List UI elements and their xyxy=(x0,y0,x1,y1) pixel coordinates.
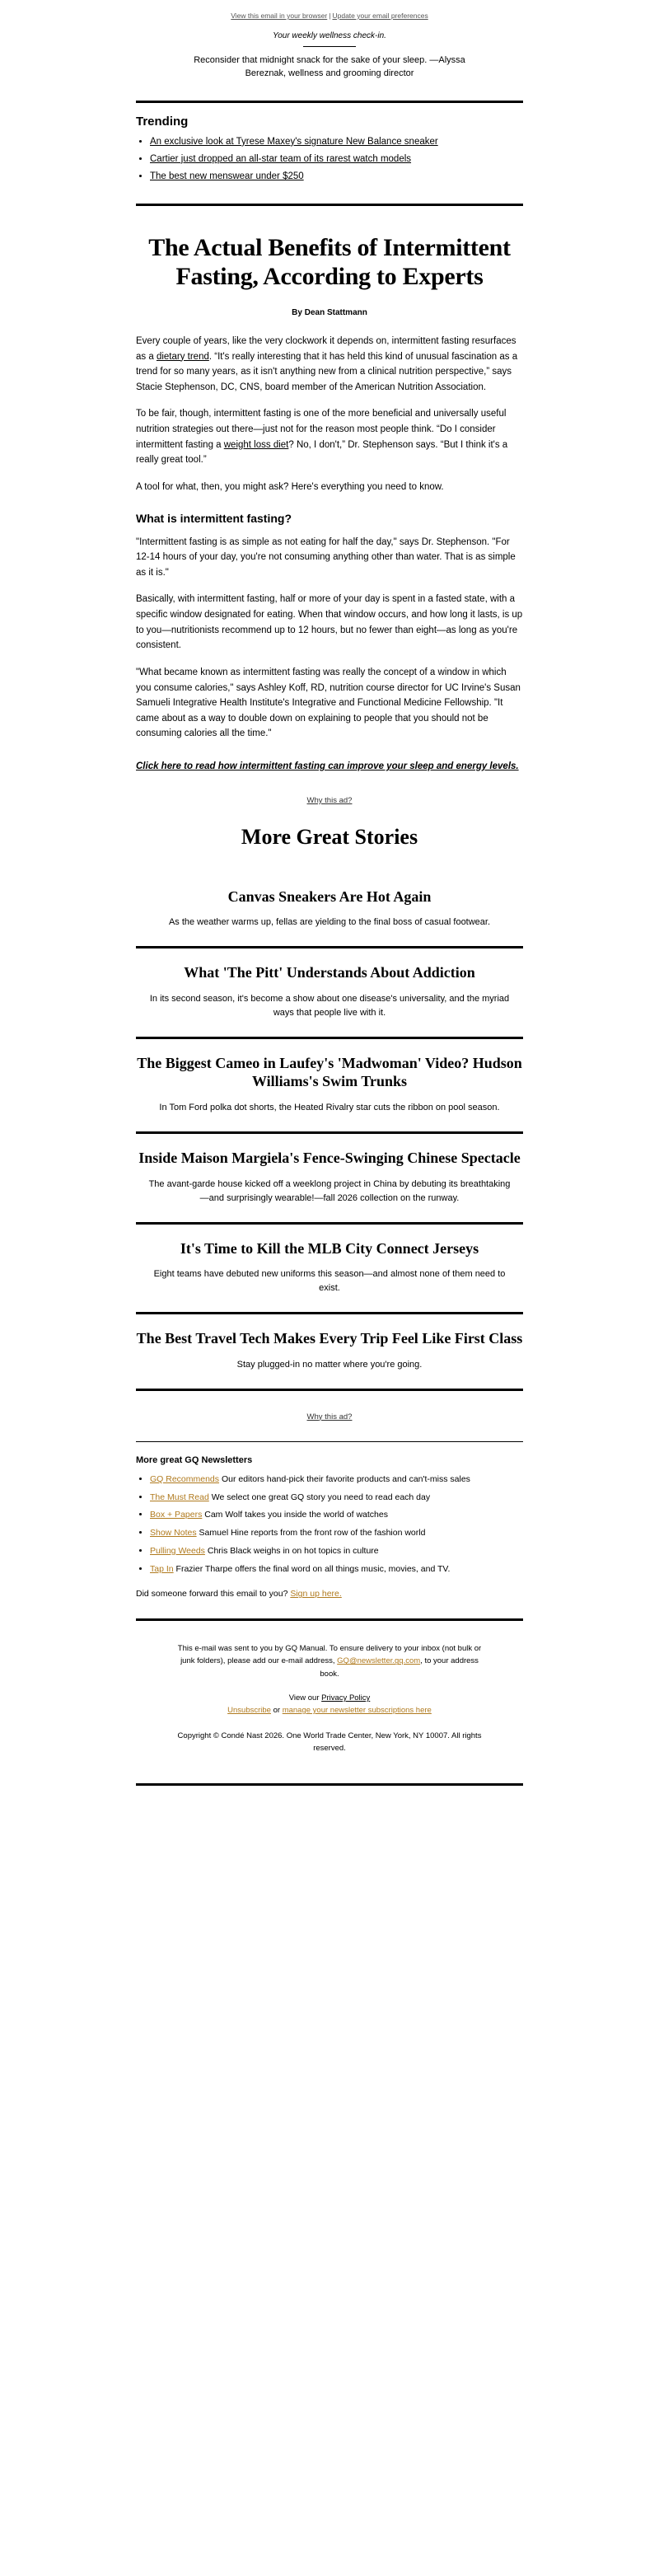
story-dek: In its second season, it's become a show about one disease's universality, and the myriad ways that people live with it. xyxy=(149,993,510,1018)
more-stories-title: More Great Stories xyxy=(241,824,418,849)
newsletter-desc-5: Frazier Tharpe offers the final word on all things music, movies, and TV. xyxy=(175,1563,451,1574)
footer-view-prefix: View our xyxy=(288,1693,320,1703)
story-dek: Eight teams have debuted new uniforms this season—and almost none of them need to exist. xyxy=(153,1269,506,1294)
trending-title: Trending xyxy=(136,114,189,129)
checkin-divider xyxy=(303,46,356,47)
article-paragraph-4: Basically, with intermittent fasting, half or more of your day is spent in a fasted state, with a specific window designated for eating. When that window occurs, and how long it lasts, is up to you—nutritionists recommend up to 12 hours, but no fewer than eight—as long as you're consistent. xyxy=(136,594,523,651)
footer-delivery-note-2: , to your address book. xyxy=(320,1656,479,1679)
newsletter-desc-3: Samuel Hine reports from the front row of the fashion world xyxy=(199,1528,426,1539)
article-paragraph-5: "What became known as intermittent fasting was really the concept of a window in which you consume calories," says Ashley Koff, RD, nutrition course director for UC Irvine's Susan Samueli Integrative Health Institute's Integrative and Functional Medicine Fellowship. "It came about as a way to double down on explaining to people that you should not be consuming calories all the time." xyxy=(136,667,521,739)
manage-subscriptions-link[interactable]: manage your newsletter subscriptions here xyxy=(282,1706,432,1716)
story-headline[interactable]: Inside Maison Margiela's Fence-Swinging Chinese Spectacle xyxy=(138,1150,521,1167)
newsletter-link-5[interactable]: Tap In xyxy=(150,1563,174,1574)
trending-link-0[interactable]: An exclusive look at Tyrese Maxey's signature New Balance sneaker xyxy=(150,136,438,147)
article-cta xyxy=(136,760,523,775)
story-dek: In Tom Ford polka dot shorts, the Heated Rivalry star cuts the ribbon on pool season. xyxy=(159,1102,500,1112)
page-title: The Actual Benefits of Intermittent Fasting, According to Experts xyxy=(148,234,511,291)
article-cta-link[interactable]: Click here to read how intermittent fasting can improve your sleep and energy levels. xyxy=(136,761,519,772)
story-2[interactable] xyxy=(136,1039,523,1131)
trending-link-2[interactable]: The best new menswear under $250 xyxy=(150,171,304,181)
divider-newsletters-top xyxy=(136,1441,523,1442)
newsletter-link-4[interactable]: Pulling Weeds xyxy=(150,1545,205,1556)
privacy-policy-link[interactable]: Privacy Policy xyxy=(321,1693,371,1703)
bottom-spacer xyxy=(136,1786,523,1807)
story-headline[interactable]: The Biggest Cameo in Laufey's 'Madwoman' Video? Hudson Williams's Swim Trunks xyxy=(137,1054,522,1090)
story-3[interactable] xyxy=(136,1134,523,1222)
article-paragraph-2: A tool for what, then, you might ask? Here's everything you need to know. xyxy=(136,481,444,492)
newsletter-link-3[interactable]: Show Notes xyxy=(150,1528,197,1539)
forward-text: Did someone forward this email to you? xyxy=(136,1589,288,1599)
story-dek: The avant-garde house kicked off a weeklong project in China by debuting its breathtaking—and surprisingly wearable!—fall 2026 collection on the runway. xyxy=(148,1178,511,1203)
story-headline[interactable]: Canvas Sneakers Are Hot Again xyxy=(227,888,432,905)
trending-link-1[interactable]: Cartier just dropped an all-star team of its rarest watch models xyxy=(150,153,412,164)
copyright: Copyright © Condé Nast 2026. One World Trade Center, New York, NY 10007. All rights reserved. xyxy=(177,1731,482,1754)
story-headline[interactable]: The Best Travel Tech Makes Every Trip Feel Like First Class xyxy=(136,1330,523,1347)
newsletters-list xyxy=(136,1473,523,1576)
divider-trending-top xyxy=(136,101,523,103)
preheader xyxy=(136,0,523,20)
newsletter-link-1[interactable]: The Must Read xyxy=(150,1492,209,1502)
list-item xyxy=(150,1545,523,1558)
story-dek: Stay plugged-in no matter where you're going. xyxy=(236,1359,423,1370)
newsletter-link-0[interactable]: GQ Recommends xyxy=(150,1473,220,1484)
story-dek: As the weather warms up, fellas are yielding to the final boss of casual footwear. xyxy=(168,917,491,928)
footer-privacy-line xyxy=(136,1692,523,1704)
footer xyxy=(136,1621,523,1763)
story-headline[interactable]: What 'The Pitt' Understands About Addiction xyxy=(184,964,475,981)
list-item xyxy=(150,1527,523,1540)
article-paragraph-3: "Intermittent fasting is as simple as not eating for half the day," says Dr. Stephenson. "For 12-14 hours of your day, you're not consuming anything other than water. That is as simple as it is." xyxy=(136,536,516,578)
story-4[interactable] xyxy=(136,1225,523,1313)
footer-spacer xyxy=(136,1680,523,1692)
article-paragraph-0: Every couple of years, like the very clockwork it depends on, intermittent fasting resurfaces as a dietary trend. “It's really interesting that it has held this kind of unusual fascination as a trend for so many years, as it isn't anything new from a clinical nutrition perspective,” says Stacie Stephenson, DC, CNS, board member of the American Nutrition Association. xyxy=(136,335,518,392)
divider-article-top xyxy=(136,204,523,206)
article-subhead: What is intermittent fasting? xyxy=(136,511,292,525)
footer-delivery-note xyxy=(136,1642,523,1680)
list-item xyxy=(150,1473,523,1487)
list-item xyxy=(150,152,523,167)
dietary-trend-link[interactable]: dietary trend xyxy=(156,351,209,362)
footer-delivery-note-1: This e-mail was sent to you by GQ Manual. To ensure delivery to your inbox (not bulk or junk folders), please add our e-mail address, xyxy=(177,1644,482,1666)
list-item xyxy=(150,1563,523,1576)
story-5[interactable] xyxy=(136,1314,523,1389)
newsletter-desc-1: We select one great GQ story you need to read each day xyxy=(211,1492,431,1502)
footer-email-link[interactable]: GQ@newsletter.gq.com xyxy=(337,1656,421,1666)
list-item xyxy=(150,135,523,150)
footer-or: or xyxy=(273,1706,281,1716)
list-item xyxy=(150,1509,523,1522)
story-0[interactable] xyxy=(136,873,523,947)
why-this-ad-link-1[interactable]: Why this ad? xyxy=(306,795,353,805)
story-headline[interactable]: It's Time to Kill the MLB City Connect Jerseys xyxy=(180,1239,479,1257)
forward-prompt xyxy=(136,1589,523,1599)
editor-quote: Reconsider that midnight snack for the sake of your sleep. —Alyssa Bereznak, wellness and grooming director xyxy=(194,55,465,78)
weight-loss-diet-link[interactable]: weight loss diet xyxy=(223,439,289,450)
why-this-ad-2 xyxy=(136,1412,523,1421)
newsletters-title: More great GQ Newsletters xyxy=(136,1454,253,1465)
newsletter-desc-4: Chris Black weighs in on hot topics in culture xyxy=(207,1545,379,1556)
article-paragraph-1: To be fair, though, intermittent fasting is one of the more beneficial and universally useful nutrition strategies out there—just not for the reason most people think. “Do I consider intermittent fasting a weight loss diet? No, I don't,” Dr. Stephenson says. “But I think it's a really great tool.” xyxy=(136,409,508,466)
why-this-ad-1 xyxy=(136,796,523,805)
footer-unsub-line xyxy=(136,1704,523,1717)
newsletter-desc-0: Our editors hand-pick their favorite products and can't-miss sales xyxy=(221,1473,470,1484)
why-this-ad-link-2[interactable]: Why this ad? xyxy=(306,1412,353,1421)
story-1[interactable] xyxy=(136,948,523,1037)
story-divider-5 xyxy=(136,1389,523,1391)
unsubscribe-link[interactable]: Unsubscribe xyxy=(227,1706,271,1716)
trending-list xyxy=(136,135,523,184)
preheader-separator: | xyxy=(329,12,331,20)
list-item xyxy=(150,1492,523,1505)
signup-link[interactable]: Sign up here. xyxy=(290,1589,342,1599)
checkin-label: Your weekly wellness check-in. xyxy=(273,31,386,40)
byline: By Dean Stattmann xyxy=(292,307,367,317)
view-in-browser-link[interactable]: View this email in your browser xyxy=(231,12,328,20)
newsletter-link-2[interactable]: Box + Papers xyxy=(150,1510,203,1520)
update-preferences-link[interactable]: Update your email preferences xyxy=(332,12,428,20)
newsletter-desc-2: Cam Wolf takes you inside the world of watches xyxy=(204,1510,388,1520)
list-item xyxy=(150,170,523,185)
